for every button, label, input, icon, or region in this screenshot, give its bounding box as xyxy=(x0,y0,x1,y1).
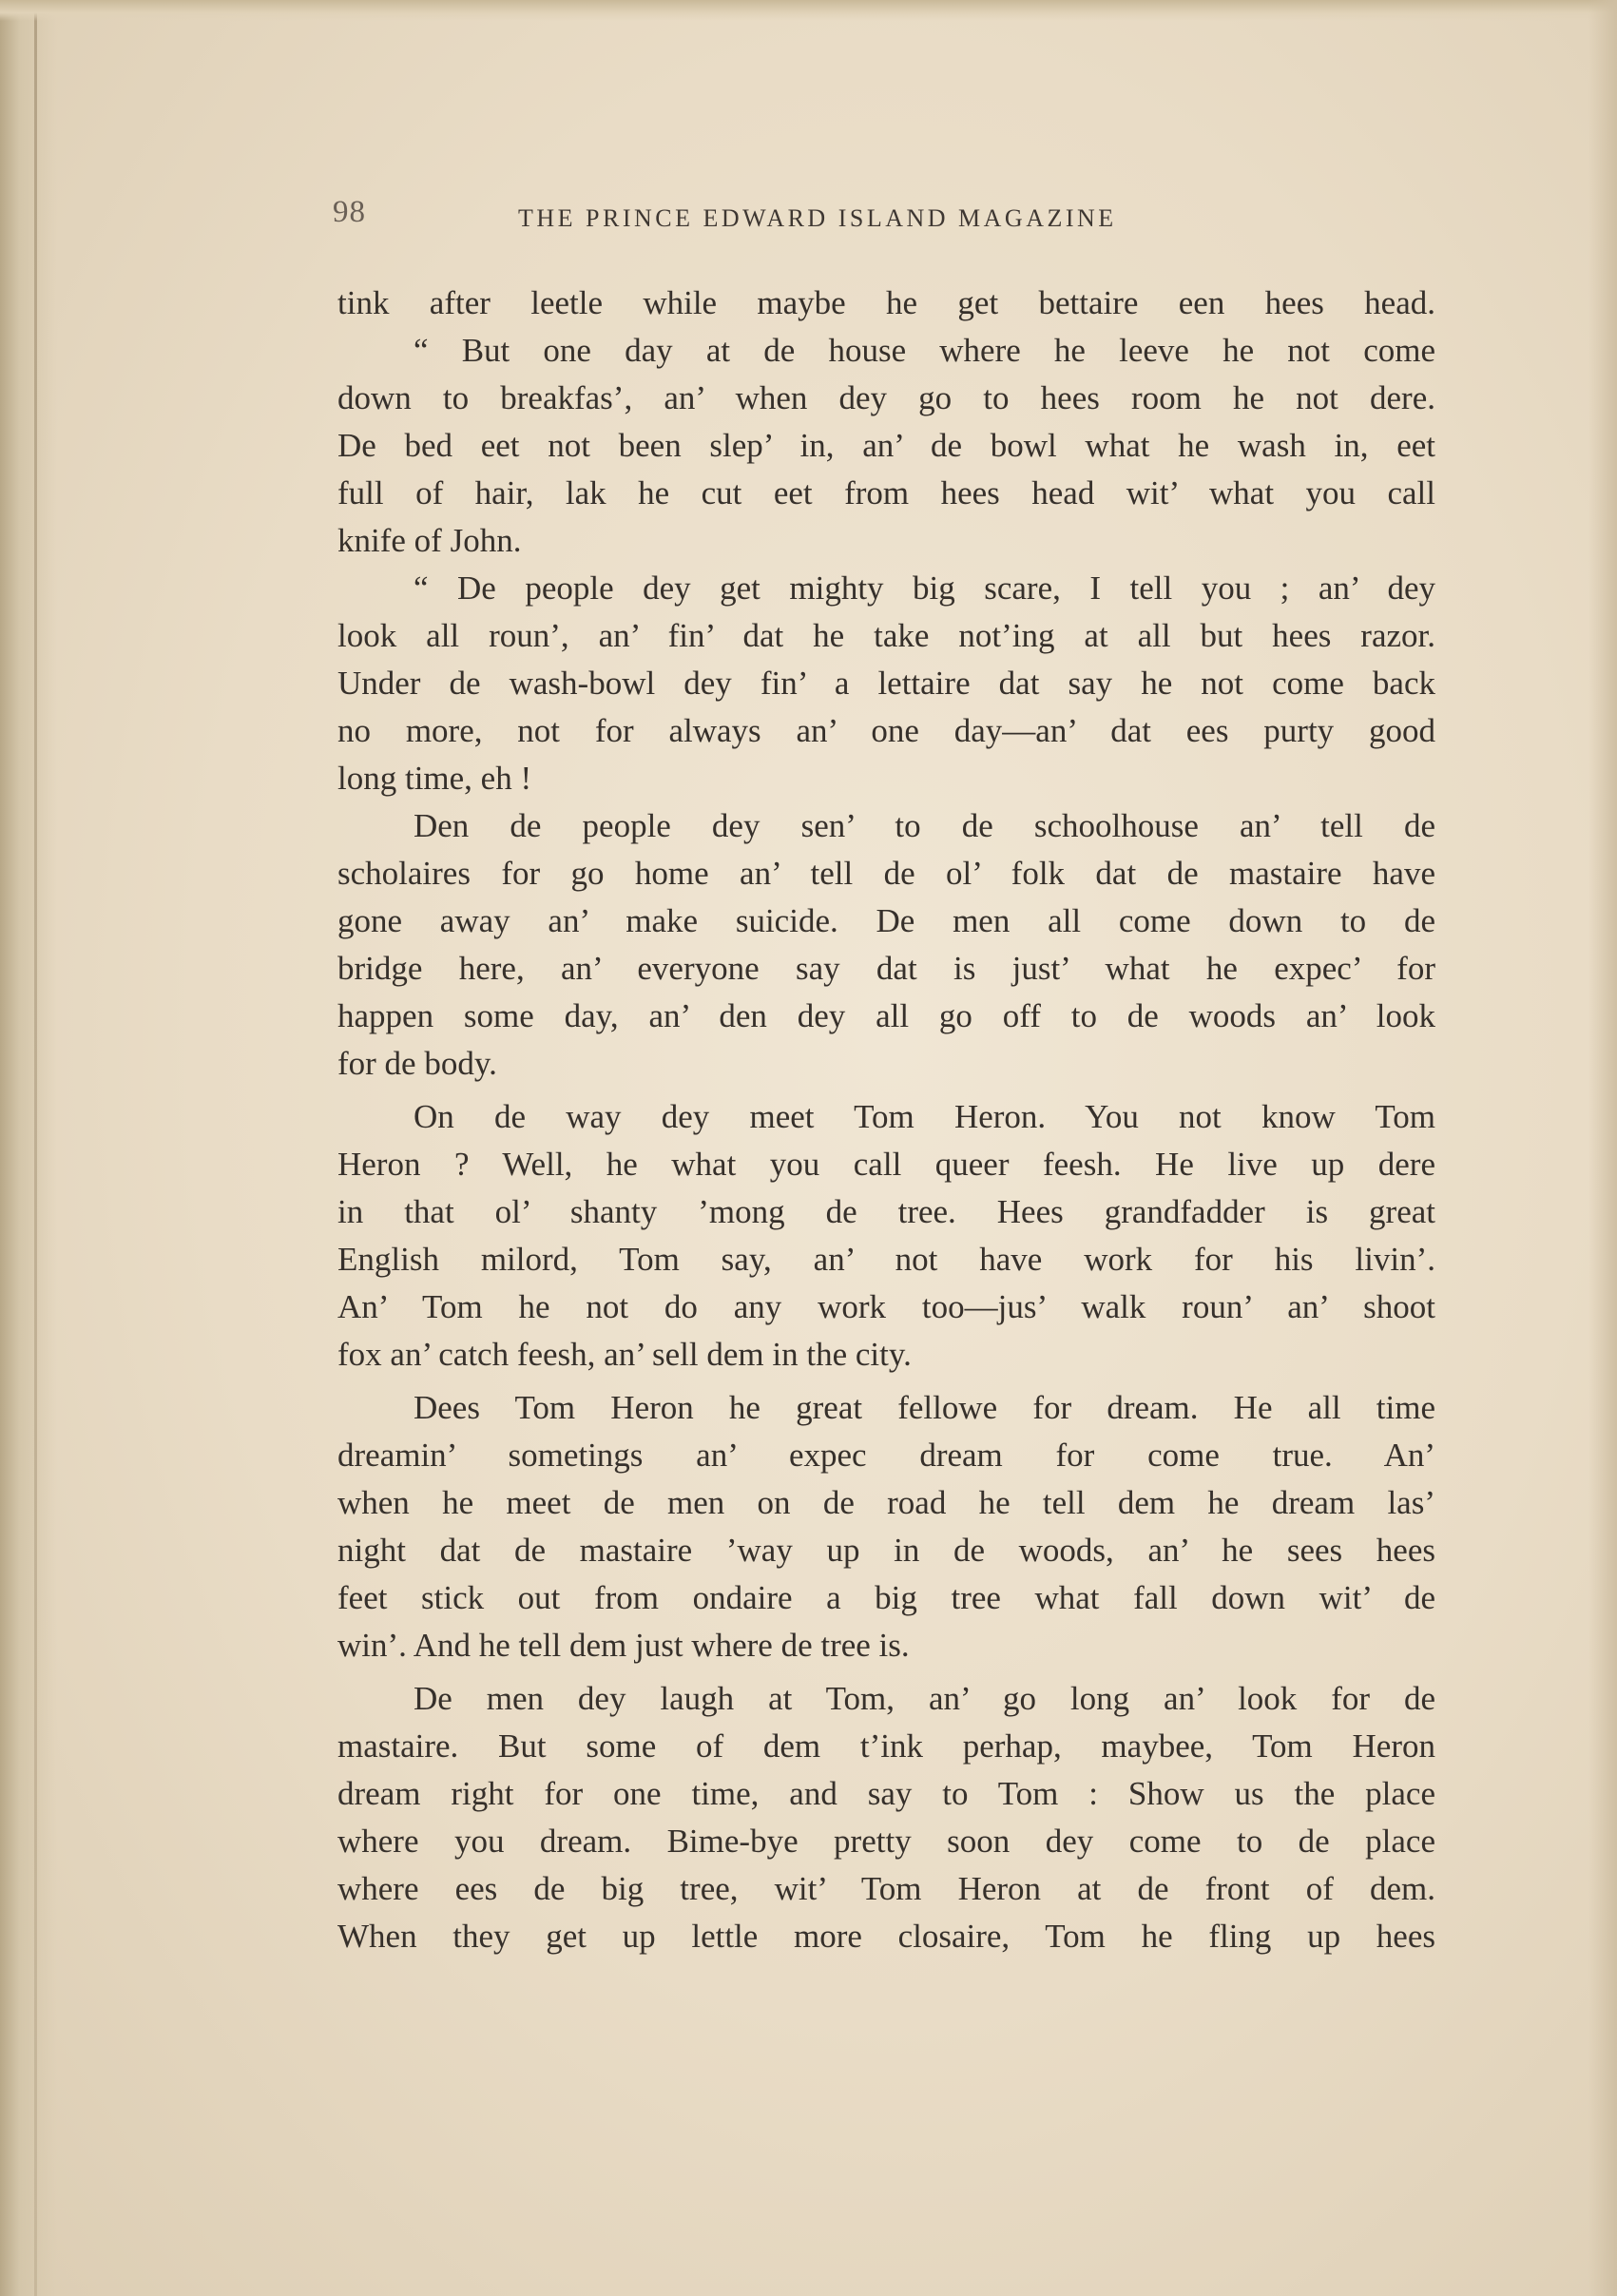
text-line: win’. And he tell dem just where de tree is. xyxy=(337,1627,910,1664)
text-line: fox an’ catch feesh, an’ sell dem in the city. xyxy=(337,1336,912,1373)
text-line: look all roun’, an’ fin’ dat he take not’ing at all but hees razor. xyxy=(337,617,1435,654)
text-line: knife of John. xyxy=(337,522,522,559)
page-top-edge xyxy=(0,0,1617,21)
text-line: De men dey laugh at Tom, an’ go long an’ look for de xyxy=(414,1680,1435,1717)
text-line: full of hair, lak he cut eet from hees head wit’ what you call xyxy=(337,474,1435,511)
text-line: An’ Tom he not do any work too—jus’ walk roun’ an’ shoot xyxy=(337,1288,1435,1325)
text-line: where ees de big tree, wit’ Tom Heron at de front of dem. xyxy=(337,1870,1435,1907)
text-line: in that ol’ shanty ’mong de tree. Hees grandfadder is great xyxy=(337,1193,1435,1230)
page-gutter-shadow xyxy=(0,0,57,2296)
text-line: Under de wash-bowl dey fin’ a lettaire dat say he not come back xyxy=(337,665,1435,702)
text-line: Dees Tom Heron he great fellowe for dream. He all time xyxy=(414,1389,1435,1426)
text-line: Den de people dey sen’ to de schoolhouse an’ tell de xyxy=(414,807,1435,844)
text-line: scholaires for go home an’ tell de ol’ folk dat de mastaire have xyxy=(337,855,1435,892)
text-line: bridge here, an’ everyone say dat is just’ what he expec’ for xyxy=(337,950,1435,987)
text-line: down to breakfas’, an’ when dey go to hees room he not dere. xyxy=(337,379,1435,416)
running-head-title: THE PRINCE EDWARD ISLAND MAGAZINE xyxy=(518,204,1117,232)
text-line: gone away an’ make suicide. De men all come down to de xyxy=(337,902,1435,939)
text-line: De bed eet not been slep’ in, an’ de bowl what he wash in, eet xyxy=(337,427,1435,464)
text-line: On de way dey meet Tom Heron. You not know Tom xyxy=(414,1098,1435,1135)
text-line: for de body. xyxy=(337,1045,497,1082)
text-line: “ De people dey get mighty big scare, I tell you ; an’ dey xyxy=(414,569,1435,607)
body-text xyxy=(337,280,1435,1960)
text-line: long time, eh ! xyxy=(337,760,532,797)
text-line: dreamin’ sometings an’ expec dream for come true. An’ xyxy=(337,1437,1435,1474)
text-line: dream right for one time, and say to Tom : Show us the place xyxy=(337,1775,1435,1812)
text-line: happen some day, an’ den dey all go off to de woods an’ look xyxy=(337,997,1435,1034)
text-line: Heron ? Well, he what you call queer feesh. He live up dere xyxy=(337,1146,1435,1183)
text-line: where you dream. Bime-bye pretty soon dey come to de place xyxy=(337,1823,1435,1860)
page-number: 98 xyxy=(333,195,366,229)
text-line: no more, not for always an’ one day—an’ dat ees purty good xyxy=(337,712,1435,749)
page-right-edge xyxy=(1588,0,1617,2296)
text-line: When they get up lettle more closaire, Tom he fling up hees xyxy=(337,1918,1435,1955)
text-line: mastaire. But some of dem t’ink perhap, maybee, Tom Heron xyxy=(337,1727,1435,1765)
text-line: feet stick out from ondaire a big tree what fall down wit’ de xyxy=(337,1579,1435,1616)
text-line: English milord, Tom say, an’ not have work for his livin’. xyxy=(337,1241,1435,1278)
page-gutter-line xyxy=(34,0,37,2296)
text-line: when he meet de men on de road he tell dem he dream las’ xyxy=(337,1484,1435,1521)
text-line: “ But one day at de house where he leeve he not come xyxy=(414,332,1435,369)
text-line: night dat de mastaire ’way up in de woods, an’ he sees hees xyxy=(337,1532,1435,1569)
text-line: tink after leetle while maybe he get bettaire een hees head. xyxy=(337,284,1435,321)
